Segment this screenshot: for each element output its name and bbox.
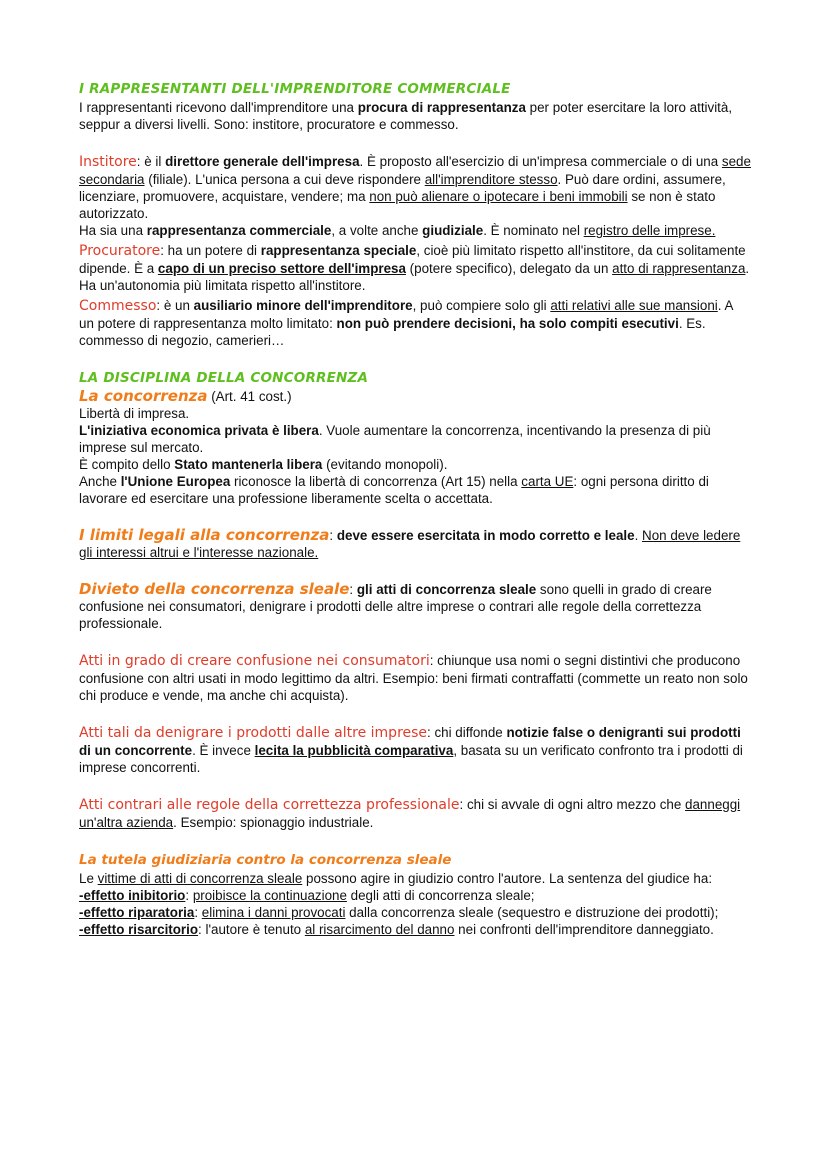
atti-confusione-label: Atti in grado di creare confusione nei consumatori bbox=[79, 653, 430, 669]
text: Le bbox=[79, 871, 98, 886]
institore-paragraph-2 bbox=[79, 222, 751, 239]
section-title-tutela: La tutela giudiziaria contro la concorrenza sleale bbox=[79, 852, 452, 868]
text: , basata su un verificato confronto tra i prodotti di imprese concorrenti. bbox=[79, 743, 743, 775]
text: , cioè più limitato rispetto all'institore, da cui solitamente dipende. È a bbox=[79, 243, 746, 276]
underlined-text: al risarcimento del danno bbox=[304, 922, 455, 937]
atti-correttezza-paragraph bbox=[79, 796, 751, 831]
text: : chi diffonde bbox=[427, 725, 507, 740]
underlined-text: Non deve ledere gli interessi altrui e l'interesse nazionale. bbox=[79, 528, 741, 560]
underlined-text: registro delle imprese. bbox=[583, 223, 716, 238]
procuratore-label: Procuratore bbox=[79, 243, 161, 259]
text: . Può dare ordini, assumere, licenziare, promuovere, acquistare, vendere; ma bbox=[79, 172, 726, 204]
underlined-text: proibisce la continuazione bbox=[192, 888, 347, 903]
divieto-paragraph bbox=[79, 581, 751, 632]
text: dalla concorrenza sleale (sequestro e distruzione dei prodotti); bbox=[345, 905, 719, 920]
effetto-risarcitorio bbox=[79, 921, 751, 938]
text: , a volte anche bbox=[331, 223, 423, 238]
section-title-disciplina: LA DISCIPLINA DELLA CONCORRENZA bbox=[79, 370, 369, 386]
concorrenza-line-4 bbox=[79, 473, 751, 507]
bold-underlined-text: -effetto inibitorio bbox=[79, 888, 186, 903]
institore-paragraph bbox=[79, 153, 751, 222]
bold-underlined-text: capo di un preciso settore dell'impresa bbox=[157, 261, 406, 276]
concorrenza-subtitle-line bbox=[79, 388, 751, 405]
rappresentanti-intro bbox=[79, 99, 751, 133]
text: , può compiere solo gli bbox=[412, 298, 551, 313]
text: : l'autore è tenuto bbox=[198, 922, 305, 937]
bold-underlined-text: -effetto risarcitorio bbox=[79, 922, 199, 937]
bold-text: notizie false o denigranti sui prodotti di un concorrente bbox=[79, 725, 741, 758]
text: . A un potere di rappresentanza molto limitato: bbox=[79, 298, 733, 331]
underlined-text: vittime di atti di concorrenza sleale bbox=[97, 871, 303, 886]
text: se non è stato autorizzato. bbox=[79, 189, 716, 221]
underlined-text: atti relativi alle sue mansioni bbox=[550, 298, 718, 313]
text: riconosce la libertà di concorrenza (Art 15) nella bbox=[230, 474, 522, 489]
text: : è un bbox=[156, 298, 194, 313]
concorrenza-line-1: Libertà di impresa. bbox=[79, 406, 190, 421]
bold-text: non può prendere decisioni, ha solo compiti esecutivi bbox=[336, 316, 679, 331]
bold-text: l'Unione Europea bbox=[120, 474, 231, 489]
bold-underlined-text: lecita la pubblicità comparativa bbox=[254, 743, 454, 758]
commesso-label: Commesso bbox=[79, 298, 157, 314]
atti-correttezza-label: Atti contrari alle regole della correttezza professionale bbox=[79, 797, 460, 813]
text: nei confronti dell'imprenditore danneggiato. bbox=[454, 922, 714, 937]
text: : è il bbox=[136, 154, 166, 169]
text: È compito dello bbox=[79, 457, 175, 472]
text: . Esempio: spionaggio industriale. bbox=[173, 815, 374, 830]
underlined-text: atto di rappresentanza bbox=[612, 261, 746, 276]
text: : chiunque usa nomi o segni distintivi che producono confusione con altri usati in modo legittimo da altri. Esempio: beni firmati contraffatti (commette un reato non solo chi produce e vende, ma anche chi acquista). bbox=[79, 653, 748, 703]
text: (evitando monopoli). bbox=[322, 457, 448, 472]
text: : ha un potere di bbox=[160, 243, 261, 258]
text: . Vuole aumentare la concorrenza, incentivando la presenza di più imprese sul mercato. bbox=[79, 423, 711, 455]
bold-text: rappresentanza speciale bbox=[260, 243, 417, 258]
underlined-text: non può alienare o ipotecare i beni immobili bbox=[369, 189, 628, 204]
text: (potere specifico), delegato da un bbox=[405, 261, 613, 276]
concorrenza-line-2 bbox=[79, 422, 751, 456]
text: . bbox=[634, 528, 643, 543]
concorrenza-subtitle: La concorrenza bbox=[79, 387, 208, 405]
tutela-intro bbox=[79, 870, 751, 887]
limiti-label: I limiti legali alla concorrenza bbox=[79, 526, 330, 544]
atti-denigrare-paragraph bbox=[79, 724, 751, 776]
text: : chi si avvale di ogni altro mezzo che bbox=[459, 797, 686, 812]
text: (Art. 41 cost.) bbox=[207, 389, 292, 404]
text: . Ha un'autonomia più limitata rispetto all'institore. bbox=[79, 261, 750, 293]
document-page bbox=[79, 80, 751, 938]
text: per poter esercitare la loro attività, seppur a diversi livelli. Sono: institore, procuratore e commesso. bbox=[79, 100, 733, 132]
institore-label: Institore bbox=[79, 154, 137, 170]
underlined-text: danneggi un'altra azienda bbox=[79, 797, 741, 830]
underlined-text: carta UE bbox=[521, 474, 574, 489]
bold-text: Stato mantenerla libera bbox=[174, 457, 323, 472]
underlined-text: all'imprenditore stesso bbox=[424, 172, 558, 187]
text: : ogni persona diritto di lavorare ed esercitare una professione liberamente scelta o accettata. bbox=[79, 474, 709, 506]
text: : bbox=[329, 528, 337, 543]
text: . È invece bbox=[192, 743, 255, 758]
divieto-label: Divieto della concorrenza sleale bbox=[79, 580, 350, 598]
text: (filiale). L'unica persona a cui deve rispondere bbox=[144, 172, 425, 187]
underlined-text: elimina i danni provocati bbox=[201, 905, 346, 920]
effetto-riparatoria bbox=[79, 904, 751, 921]
commesso-paragraph bbox=[79, 297, 751, 349]
bold-text: direttore generale dell'impresa bbox=[165, 154, 360, 169]
bold-text: deve essere esercitata in modo corretto e leale bbox=[336, 528, 635, 543]
bold-text: procura di rappresentanza bbox=[357, 100, 526, 115]
bold-underlined-text: -effetto riparatoria bbox=[79, 905, 195, 920]
section-title-rappresentanti: I RAPPRESENTANTI DELL'IMPRENDITORE COMMERCIALE bbox=[79, 81, 511, 97]
text: . È proposto all'esercizio di un'impresa commerciale o di una bbox=[359, 154, 722, 169]
text: . È nominato nel bbox=[483, 223, 584, 238]
procuratore-paragraph bbox=[79, 242, 751, 294]
bold-text: L'iniziativa economica privata è libera bbox=[79, 423, 319, 438]
atti-confusione-paragraph bbox=[79, 652, 751, 704]
limiti-paragraph bbox=[79, 527, 751, 561]
bold-text: gli atti di concorrenza sleale bbox=[356, 582, 537, 597]
concorrenza-line-3 bbox=[79, 456, 751, 473]
text: : bbox=[349, 582, 357, 597]
text: possono agire in giudizio contro l'autore. La sentenza del giudice ha: bbox=[302, 871, 713, 886]
text: : bbox=[185, 888, 193, 903]
text: . Es. commesso di negozio, camerieri… bbox=[79, 316, 706, 348]
bold-text: giudiziale bbox=[422, 223, 484, 238]
text: Ha sia una bbox=[79, 223, 147, 238]
bold-text: rappresentanza commerciale bbox=[146, 223, 332, 238]
bold-text: ausiliario minore dell'imprenditore bbox=[193, 298, 413, 313]
text: degli atti di concorrenza sleale; bbox=[346, 888, 535, 903]
effetto-inibitorio bbox=[79, 887, 751, 904]
text: sono quelli in grado di creare confusione nei consumatori, denigrare i prodotti delle altre imprese o contrari alle regole della correttezza professionale. bbox=[79, 582, 712, 631]
underlined-text: sede secondaria bbox=[79, 154, 751, 187]
atti-denigrare-label: Atti tali da denigrare i prodotti dalle altre imprese bbox=[79, 725, 428, 741]
text: : bbox=[194, 905, 202, 920]
text: I rappresentanti ricevono dall'imprenditore una bbox=[79, 100, 358, 115]
text: Anche bbox=[79, 474, 121, 489]
